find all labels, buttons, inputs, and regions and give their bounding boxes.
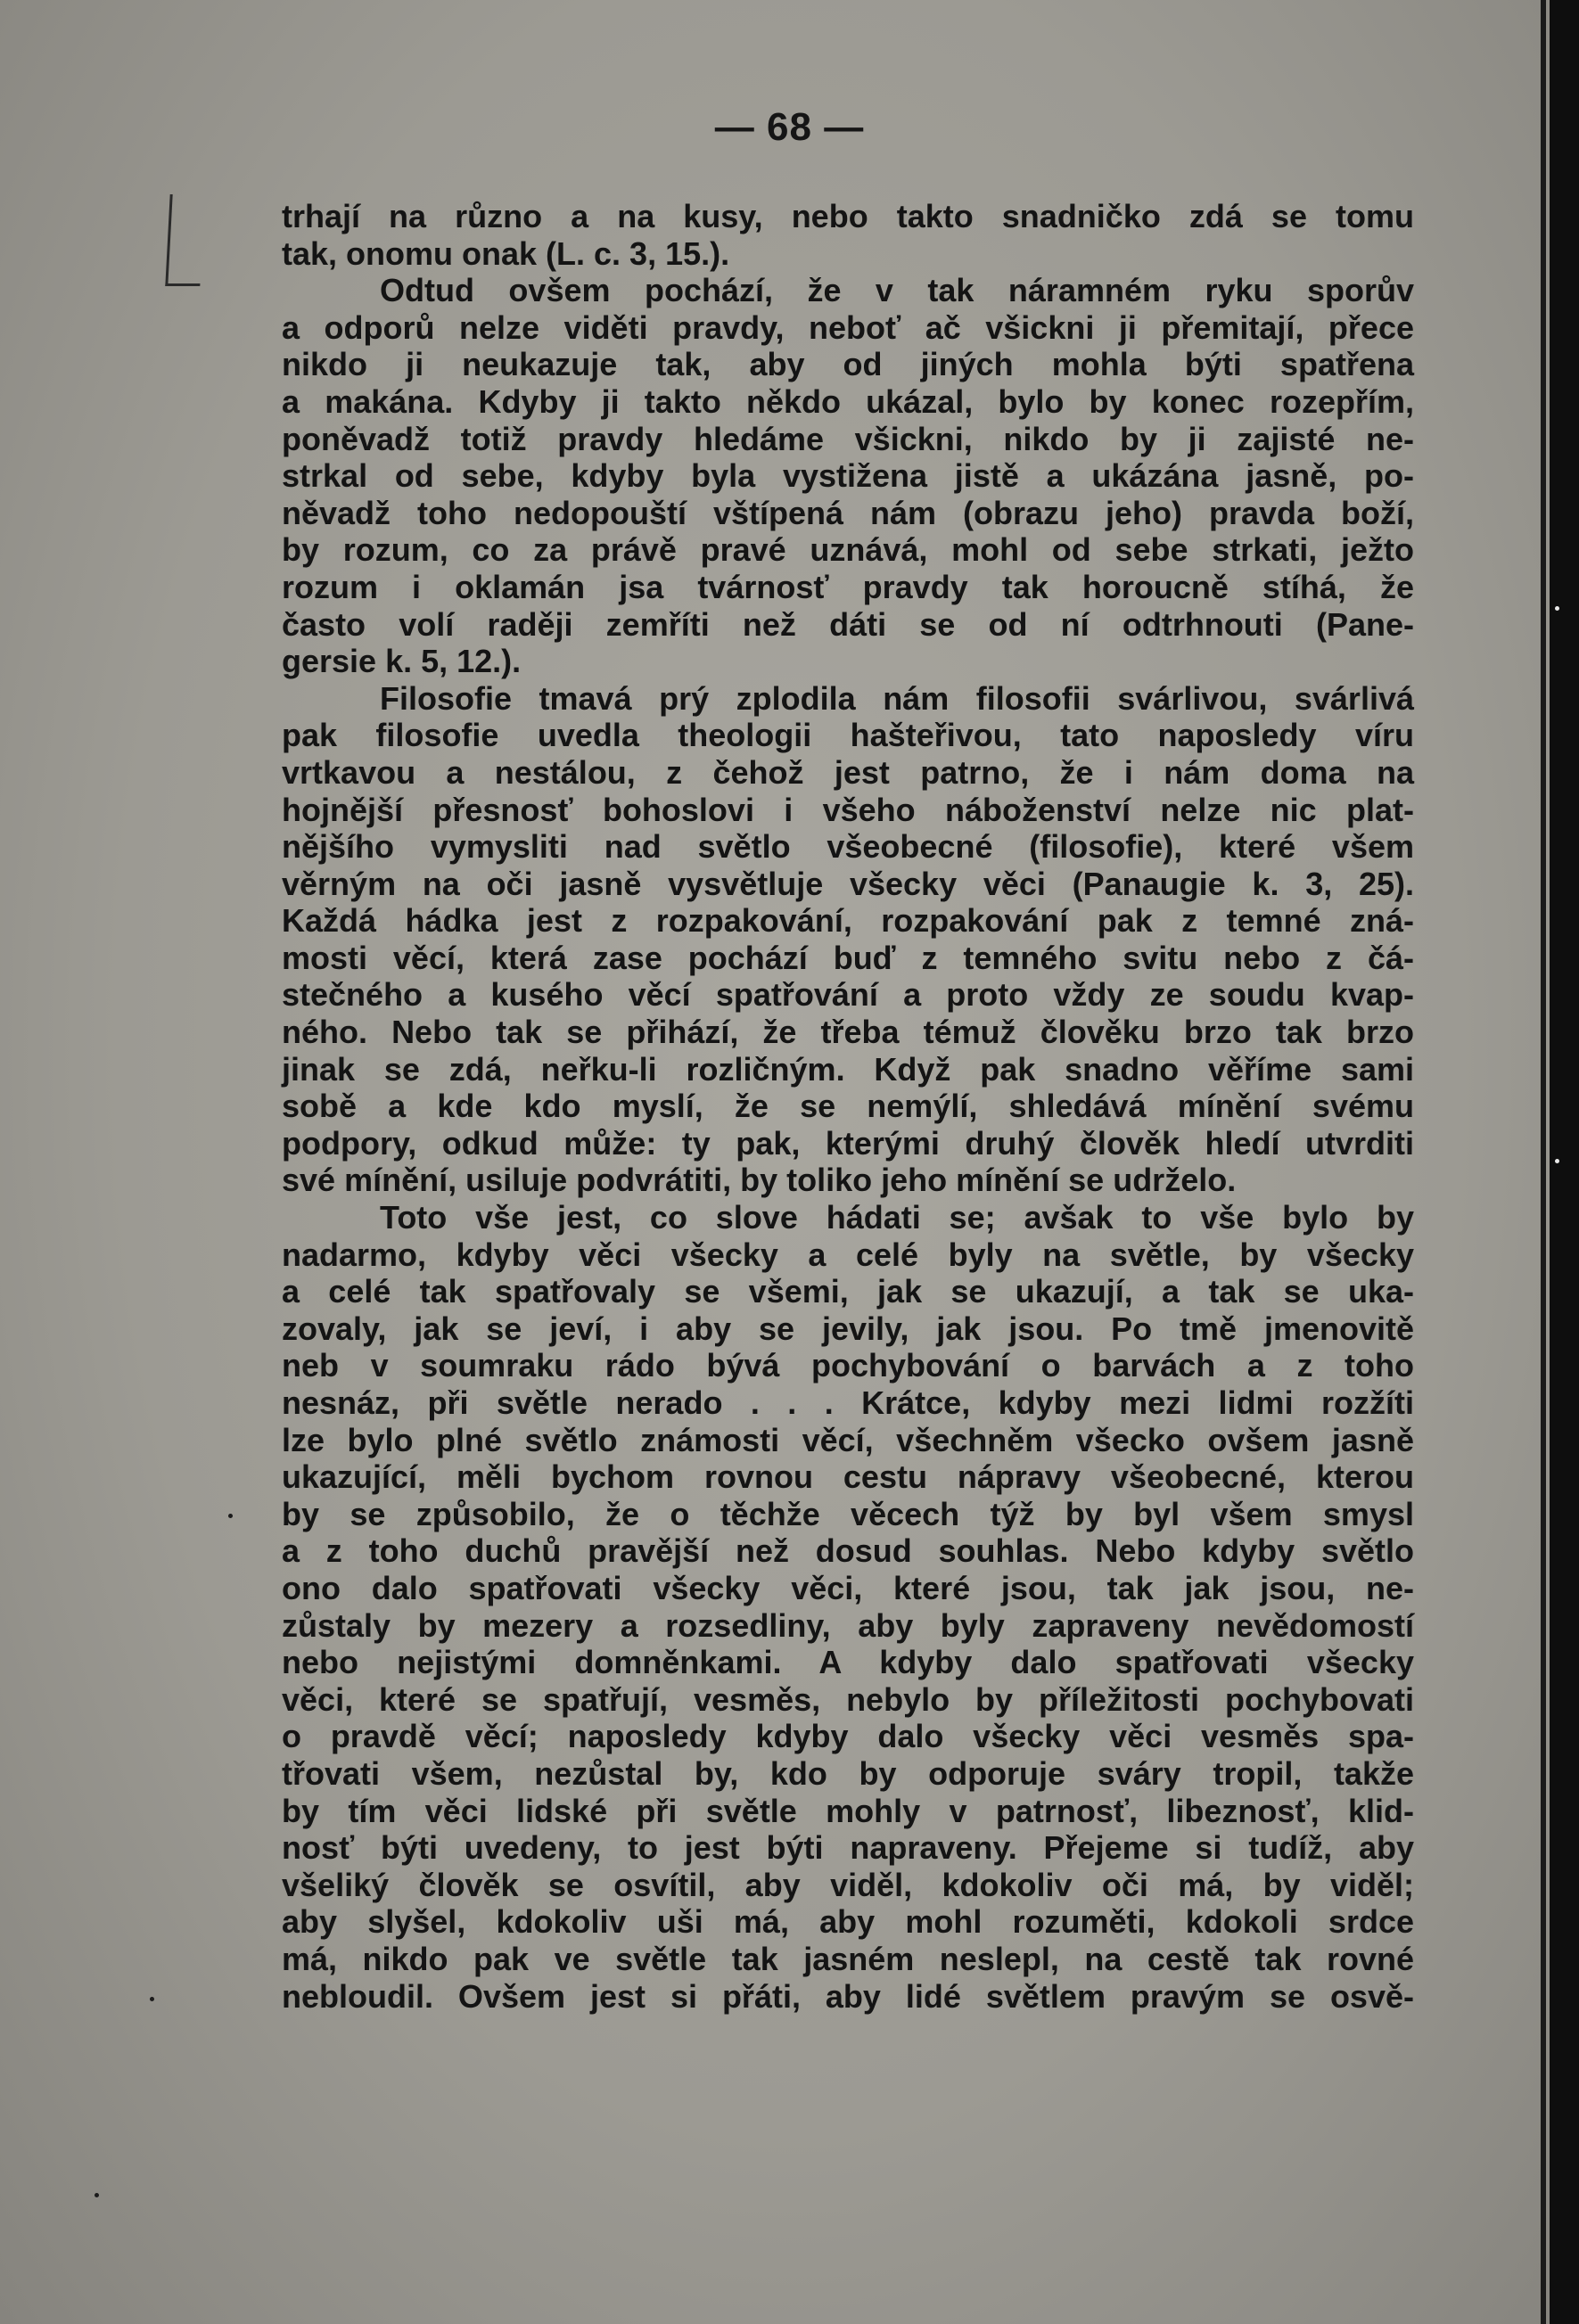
text-line: poněvadž totiž pravdy hledáme všickni, nikdo by ji zajisté ne- <box>282 420 1414 457</box>
text-line: by se způsobilo, že o těchže věcech týž by byl všem smysl <box>282 1495 1414 1532</box>
text-line: nebo nejistými domněnkami. A kdyby dalo spatřovati všecky <box>282 1644 1414 1681</box>
text-line: a odporů nelze viděti pravdy, neboť ač všickni ji přemitají, přece <box>282 308 1414 346</box>
text-line: gersie k. 5, 12.). <box>282 643 522 680</box>
text-line: věrným na oči jasně vysvětluje všecky věci (Panaugie k. 3, 25). <box>282 865 1414 902</box>
scan-speck <box>95 2193 99 2197</box>
text-line: hojnější přesnosť bohoslovi i všeho náboženství nelze nic plat- <box>282 791 1414 828</box>
text-line: rozum i oklamán jsa tvárnosť pravdy tak horoucně stíhá, že <box>282 568 1414 605</box>
text-line: Odtud ovšem pochází, že v tak náramném ryku sporův <box>380 272 1414 309</box>
margin-pencil-mark <box>165 194 204 286</box>
body-text <box>282 198 1414 2015</box>
text-line: má, nikdo pak ve světle tak jasném neslepl, na cestě tak rovné <box>282 1940 1414 1977</box>
text-line: své mínění, usiluje podvrátiti, by toliko jeho mínění se udrželo. <box>282 1162 1237 1199</box>
text-line: a celé tak spatřovaly se všemi, jak se ukazují, a tak se uka- <box>282 1273 1414 1310</box>
text-line: trhají na různo a na kusy, nebo takto snadničko zdá se tomu <box>282 198 1414 234</box>
text-line: jinak se zdá, neřku-li rozličným. Když pak snadno věříme sami <box>282 1050 1414 1088</box>
text-line: Filosofie tmavá prý zplodila nám filosofii svárlivou, svárlivá <box>380 679 1414 717</box>
text-line: mosti věcí, která zase pochází buď z temného svitu nebo z čá- <box>282 939 1414 976</box>
text-line: často volí raději zemříti než dáti se od ní odtrhnouti (Pane- <box>282 605 1414 643</box>
text-line: nějšího vymysliti nad světlo všeobecné (filosofie), které všem <box>282 828 1414 866</box>
text-line: nesnáz, při světle nerado . . . Krátce, kdyby mezi lidmi rozžíti <box>282 1384 1414 1421</box>
scan-speck <box>150 1997 154 2001</box>
text-line: tak, onomu onak (L. c. 3, 15.). <box>282 234 730 272</box>
text-line: zůstaly by mezery a rozsedliny, aby byly zapraveny nevědomostí <box>282 1606 1414 1644</box>
text-line: ono dalo spatřovati všecky věci, které jsou, tak jak jsou, ne- <box>282 1569 1414 1606</box>
scan-speck <box>1555 1159 1559 1163</box>
text-line: zovaly, jak se jeví, i aby se jevily, jak jsou. Po tmě jmenovitě <box>282 1310 1414 1347</box>
text-line: a z toho duchů pravější než dosud souhlas. Nebo kdyby světlo <box>282 1532 1414 1570</box>
text-line: stečného a kusého věcí spatřování a proto vždy ze soudu kvap- <box>282 976 1414 1014</box>
text-line: Každá hádka jest z rozpakování, rozpakování pak z temné zná- <box>282 902 1414 940</box>
text-line: nikdo ji neukazuje tak, aby od jiných mohla býti spatřena <box>282 346 1414 383</box>
text-line: lze bylo plné světlo známosti věcí, všechněm všecko ovšem jasně <box>282 1421 1414 1458</box>
text-line: neb v soumraku rádo bývá pochybování o barvách a z toho <box>282 1347 1414 1384</box>
scan-speck <box>1555 606 1559 611</box>
text-line: Toto vše jest, co slove hádati se; avšak to vše bylo by <box>380 1199 1414 1236</box>
text-line: o pravdě věcí; naposledy kdyby dalo všecky věci vesměs spa- <box>282 1718 1414 1755</box>
text-line: podpory, odkud může: ty pak, kterými druhý člověk hledí utvrditi <box>282 1124 1414 1162</box>
text-line: by tím věci lidské při světle mohly v patrnosť, libeznosť, klid- <box>282 1792 1414 1829</box>
text-line: a makána. Kdyby ji takto někdo ukázal, bylo by konec rozepřím, <box>282 382 1414 420</box>
text-line: nadarmo, kdyby věci všecky a celé byly na světle, by všecky <box>282 1236 1414 1273</box>
page-edge-shadow <box>1550 0 1579 2324</box>
text-line: strkal od sebe, kdyby byla vystižena jistě a ukázána jasně, po- <box>282 457 1414 495</box>
text-line: nosť býti uvedeny, to jest býti napraveny. Přejeme si tudíž, aby <box>282 1829 1414 1867</box>
page-edge-line <box>1541 0 1546 2324</box>
text-line: něvadž toho nedopouští vštípená nám (obrazu jeho) pravda boží, <box>282 494 1414 531</box>
text-line: pak filosofie uvedla theologii hašteřivou, tato naposledy víru <box>282 717 1414 754</box>
text-line: věci, které se spatřují, vesměs, nebylo by příležitosti pochybovati <box>282 1680 1414 1718</box>
text-line: vrtkavou a nestálou, z čehož jest patrno, že i nám doma na <box>282 753 1414 791</box>
text-line: aby slyšel, kdokoliv uši má, aby mohl rozuměti, kdokoli srdce <box>282 1903 1414 1941</box>
text-line: nebloudil. Ovšem jest si přáti, aby lidé světlem pravým se osvě- <box>282 1977 1414 2015</box>
text-line: všeliký člověk se osvítil, aby viděl, kdokoliv oči má, by viděl; <box>282 1866 1414 1903</box>
text-line: třovati všem, nezůstal by, kdo by odporuje sváry tropil, takže <box>282 1754 1414 1792</box>
text-line: ného. Nebo tak se přihází, že třeba témuž člověku brzo tak brzo <box>282 1014 1414 1051</box>
scan-speck <box>228 1514 233 1518</box>
text-line: sobě a kde kdo myslí, že se nemýlí, shledává mínění svému <box>282 1088 1414 1125</box>
text-line: by rozum, co za právě pravé uznává, mohl od sebe strkati, ježto <box>282 531 1414 569</box>
text-line: ukazující, měli bychom rovnou cestu nápravy všeobecné, kterou <box>282 1458 1414 1496</box>
page-number: — 68 — <box>714 105 865 149</box>
